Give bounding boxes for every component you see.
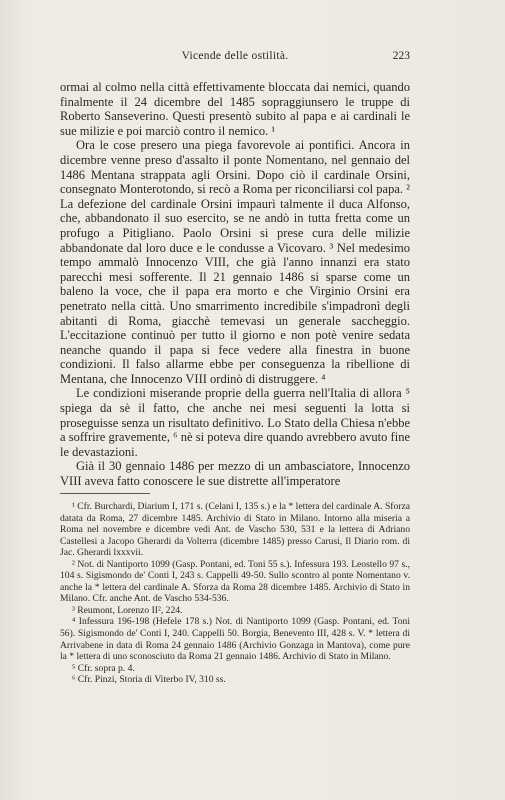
footnote: ⁶ Cfr. Pinzi, Storia di Viterbo IV, 310 ss.	[72, 674, 226, 686]
main-text	[60, 80, 410, 489]
paragraph: Ora le cose presero una piega favorevole ai pontifici. Ancora in dicembre venne preso d'assalto il ponte Nomentano, nel gennaio del 1486 Mentana strappata agli Orsini. Dopo ciò il cardinale Orsini, consegnato Monterotondo, si recò a Roma per riconciliarsi col papa. ² La defezione del cardinale Orsini impaurì talmente il duca Alfonso, che, abbandonato il suo esercito, se ne andò in tutta fretta come un profugo a Pitigliano. Paolo Orsini si prese cura delle milizie abbandonate dal loro duce e le condusse a Vicovaro. ³ Nel medesimo tempo ammalò Innocenzo VIII, che già l'anno innanzi era stato parecchi mesi sofferente. Il 21 gennaio 1486 si sparse come un baleno la voce, che il papa era morto e che Virginio Orsini era penetrato nella città. Uno smarrimento incredibile s'impadronì degli abitanti di Roma, giacchè temevasi un generale saccheggio. L'eccitazione continuò per tutto il giorno e non potè venire sedata neanche quando il papa si fece vedere alla finestra in buone condizioni. Il falso allarme ebbe per conseguenza la ribellione di Mentana, che Innocenzo VIII ordinò di distruggere. ⁴	[60, 138, 410, 386]
paragraph: ormai al colmo nella città effettivamente bloccata dai nemici, quando finalmente il 24 dicembre del 1485 sopraggiunsero le truppe di Roberto Sanseverino. Questi presentò subito al papa e ai cardinali le sue milizie e poi marciò contro il nemico. ¹	[60, 80, 410, 138]
footnotes	[60, 501, 410, 686]
footnote: ² Not. di Nantiporto 1099 (Gasp. Pontani, ed. Toni 55 s.). Infessura 193. Leostello 97 s., 104 s. Sigismondo de' Conti I, 243 s. Cappelli 49-50. Sullo scontro al ponte Nomentano v. anche la * lettera del cardinale A. Sforza da Roma 28 dicembre 1485. Archivio di Stato in Milano. Cfr. anche Ant. de Vascho 534-536.	[60, 558, 410, 605]
footnote: ³ Reumont, Lorenzo II², 224.	[72, 604, 183, 616]
paragraph: Già il 30 gennaio 1486 per mezzo di un ambasciatore, Innocenzo VIII aveva fatto conoscere le sue distrette all'imperatore	[60, 459, 410, 489]
footnote: ⁴ Infessura 196-198 (Hefele 178 s.) Not. di Nantiporto 1099 (Gasp. Pontani, ed. Toni 56). Sigismondo de' Conti I, 240. Cappelli 50. Borgia, Benevento III, 428 s. V. * lettera di Arrivabene in data di Roma 24 gennaio 1486 (Archivio Gonzaga in Mantova), come pure la * lettera di uno sconosciuto da Roma 21 gennaio 1486. Archivio di Stato in Milano.	[60, 616, 410, 663]
page-header	[60, 50, 410, 68]
page-number: 223	[392, 50, 410, 62]
footnote: ⁵ Cfr. sopra p. 4.	[72, 662, 135, 674]
running-title: Vicende delle ostilità.	[181, 50, 289, 62]
footnote-separator	[60, 493, 150, 494]
paragraph: Le condizioni miserande proprie della guerra nell'Italia di allora ⁵ spiega da sè il fatto, che anche nei mesi seguenti la lotta si proseguisse senza un risultato definitivo. Lo Stato della Chiesa n'ebbe a soffrire gravemente, ⁶ nè si poteva dire quando avrebbero avuto fine le devastazioni.	[60, 386, 410, 459]
footnote: ¹ Cfr. Burchardi, Diarium I, 171 s. (Celani I, 135 s.) e la * lettera del cardinale A. Sforza datata da Roma, 27 dicembre 1485. Archivio di Stato in Milano. Intorno alla miseria a Roma nel novembre e dicembre vedi Ant. de Vascho 530, 531 e la lettera di Adriano Castellesi a Jacopo Gherardi da Volterra (dicembre 1485) presso Carusi, Il Diario rom. di Jac. Gherardi lxxxvii.	[60, 501, 410, 559]
